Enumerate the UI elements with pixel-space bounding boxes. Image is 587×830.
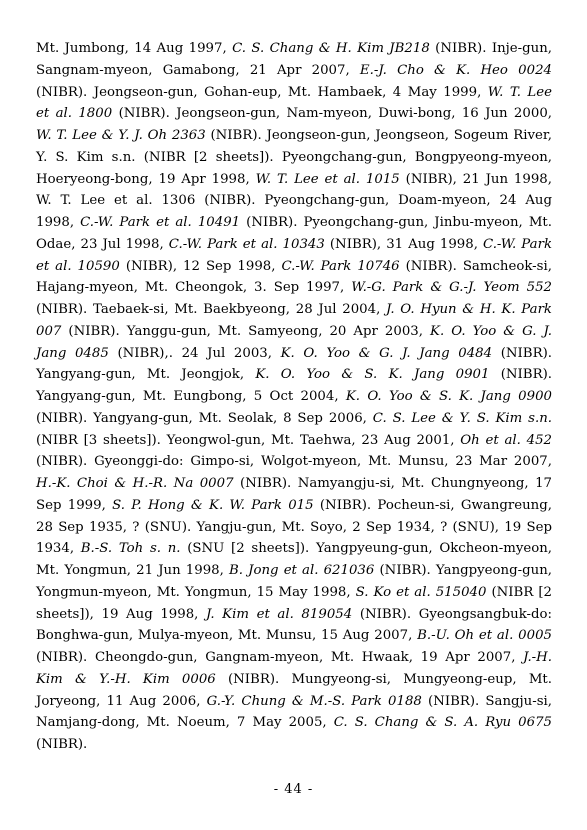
locality-text: (NIBR). [36, 737, 88, 752]
collector-citation: B.-S. Toh s. n. [80, 541, 181, 557]
locality-text: (NIBR). Samcheok-si, Hajang-myeon, Mt. Cheongok, 3. Sep 1997, [36, 258, 552, 296]
collector-citation: H.-K. Choi & H.-R. Na 0007 [36, 476, 234, 491]
collector-citation: K. O. Yoo & G. J. Jang 0484 [280, 345, 493, 361]
collector-citation: B. Jong et al. 621036 [229, 563, 375, 578]
collector-citation: J. Kim et al. 819054 [206, 606, 353, 622]
locality-text: (NIBR). Jeongseon-gun, Gohan-eup, Mt. Hambaek, 4 May 1999, [36, 84, 488, 100]
locality-text: (NIBR [3 sheets]). Yeongwol-gun, Mt. Taehwa, 23 Aug 2001, [36, 432, 461, 448]
collector-citation: S. P. Hong & K. W. Park 015 [112, 497, 314, 513]
collector-citation: J. O. Hyun & H. K. Park 007 [36, 302, 552, 339]
locality-text: (NIBR). Yangyang-gun, Mt. Jeongjok, [36, 345, 552, 383]
collector-citation: K. O. Yoo & S. K. Jang 0901 [255, 367, 490, 383]
collector-citation: G.-Y. Chung & M.-S. Park 0188 [206, 693, 422, 709]
collector-citation: Oh et al. 452 [460, 432, 552, 448]
collector-citation: C. S. Lee & Y. S. Kim s.n. [372, 410, 552, 426]
locality-text: (NIBR). Yangpyeong-gun, Yongmun-myeon, Mt. Yongmun, 15 May 1998, [36, 563, 552, 600]
collector-citation: C.-W. Park et al. 10343 [168, 236, 325, 252]
locality-text: (NIBR [2 sheets]), 19 Aug 1998, [36, 584, 552, 622]
collector-citation: W.-G. Park & G.-J. Yeom 552 [351, 280, 552, 296]
collector-citation: C.-W. Park 10746 [281, 258, 400, 274]
collector-citation: B.-U. Oh et al. 0005 [417, 628, 552, 644]
locality-text: (NIBR). Inje-gun, Sangnam-myeon, Gamabong, 21 Apr 2007, [36, 41, 552, 78]
page-number: - 44 - [273, 782, 314, 797]
locality-text: (NIBR). Namyangju-si, Mt. Chungnyeong, 17 Sep 1999, [36, 476, 552, 513]
collector-citation: E.-J. Cho & K. Heo 0024 [359, 62, 552, 78]
collector-citation: K. O. Yoo & S. K. Jang 0900 [345, 389, 552, 404]
collector-citation: C. S. Chang & S. A. Ryu 0675 [333, 715, 552, 731]
locality-text: (NIBR). Pocheun-si, Gwangreung, 28 Sep 1935, ? (SNU). Yangju-gun, Mt. Soyo, 2 Sep 1934, ? (SNU), 19 Sep 1934, [36, 497, 552, 557]
locality-text: (NIBR). Yangyang-gun, Mt. Eungbong, 5 Oct 2004, [36, 367, 553, 404]
locality-text: (NIBR),. 24 Jul 2003, [108, 345, 281, 361]
locality-text: (NIBR). Gyeonggi-do: Gimpo-si, Wolgot-myeon, Mt. Munsu, 23 Mar 2007, [36, 454, 552, 470]
locality-text: (NIBR). Sangju-si, Namjang-dong, Mt. Noeum, 7 May 2005, [36, 693, 553, 731]
locality-text: (NIBR). Taebaek-si, Mt. Baekbyeong, 28 Jul 2004, [36, 302, 387, 317]
locality-text: (NIBR). Mungyeong-si, Mungyeong-eup, Mt. Joryeong, 11 Aug 2006, [36, 671, 552, 709]
collector-citation: C. S. Chang & H. Kim JB218 [232, 41, 430, 56]
locality-text: (NIBR). Yangyang-gun, Mt. Seolak, 8 Sep 2006, [36, 410, 373, 426]
locality-text: (NIBR). Pyeongchang-gun, Jinbu-myeon, Mt. Odae, 23 Jul 1998, [36, 215, 553, 252]
specimen-list-paragraph [36, 38, 552, 756]
locality-text: (NIBR), 31 Aug 1998, [324, 236, 483, 252]
collector-citation: W. T. Lee & Y. J. Oh 2363 [36, 128, 206, 143]
locality-text: Mt. Jumbong, 14 Aug 1997, [36, 41, 233, 56]
collector-citation: K. O. Yoo & G. J. Jang 0485 [36, 323, 553, 361]
collector-citation: C.-W. Park et al. 10590 [36, 236, 552, 274]
locality-text: (NIBR), 21 Jun 1998, W. T. Lee et al. 1306 (NIBR). Pyeongchang-gun, Doam-myeon, 24 Aug 1998, [36, 171, 552, 230]
collector-citation: J.-H. Kim & Y.-H. Kim 0006 [36, 650, 552, 687]
locality-text: (NIBR). Yanggu-gun, Mt. Samyeong, 20 Apr 2003, [61, 323, 431, 339]
locality-text: (NIBR). Cheongdo-gun, Gangnam-myeon, Mt. Hwaak, 19 Apr 2007, [36, 650, 524, 665]
locality-text: (NIBR), 12 Sep 1998, [119, 258, 282, 274]
locality-text: (NIBR). Jeongseon-gun, Jeongseon, Sogeum River, Y. S. Kim s.n. (NIBR [2 sheets]). Pyeongchang-gun, Bongpyeong-myeon, Hoeryeong-bong, 19 Apr 1998, [36, 128, 552, 187]
collector-citation: W. T. Lee et al. 1800 [36, 84, 552, 122]
collector-citation: W. T. Lee et al. 1015 [255, 171, 400, 187]
locality-text: (SNU [2 sheets]). Yangpyeung-gun, Okcheon-myeon, Mt. Yongmun, 21 Jun 1998, [36, 541, 553, 578]
collector-citation: S. Ko et al. 515040 [355, 584, 487, 600]
collector-citation: C.-W. Park et al. 10491 [80, 215, 241, 230]
locality-text: (NIBR). Gyeongsangbuk-do: Bonghwa-gun, Mulya-myeon, Mt. Munsu, 15 Aug 2007, [36, 606, 553, 644]
locality-text: (NIBR). Jeongseon-gun, Nam-myeon, Duwi-bong, 16 Jun 2000, [112, 106, 553, 122]
